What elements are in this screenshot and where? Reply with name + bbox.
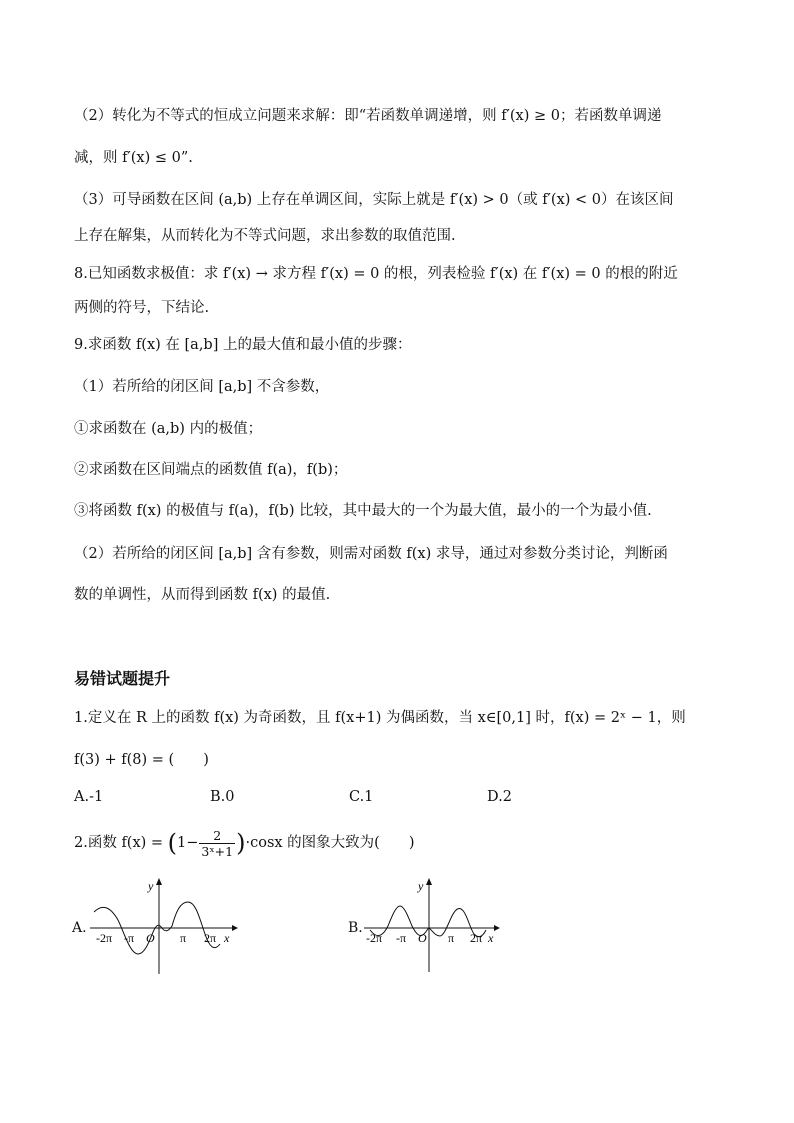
q2-one-minus: 1−: [177, 835, 199, 851]
text-line: （2）若所给的闭区间 [a,b] 含有参数，则需对函数 f(x) 求导，通过对参数分类讨论，判断函: [74, 546, 668, 562]
tick-label: O: [146, 931, 155, 945]
q2-suffix: ·cosx 的图象大致为( ): [245, 835, 415, 851]
curve: [370, 906, 486, 937]
question-1-text: f(3) + f(8) = ( ): [74, 752, 209, 768]
text-line: （3）可导函数在区间 (a,b) 上存在单调区间，实际上就是 f′(x) > 0（或 f′(x) < 0）在该区间: [74, 192, 674, 208]
fraction-numerator: 2: [199, 828, 235, 844]
x-axis-arrow: [232, 925, 238, 931]
tick-label: 2π: [470, 931, 483, 945]
text-line: ②求函数在区间端点的函数值 f(a)，f(b)；: [74, 462, 348, 478]
graph-b: [362, 876, 502, 976]
choice-c: C.1: [349, 789, 374, 805]
text-line: 减，则 f′(x) ≤ 0”.: [74, 150, 193, 166]
tick-label: -π: [124, 931, 135, 945]
tick-label: O: [418, 931, 427, 945]
tick-label: -2π: [96, 931, 113, 945]
text-line: 数的单调性，从而得到函数 f(x) 的最值.: [74, 587, 331, 603]
tick-label: 2π: [204, 931, 217, 945]
left-paren: (: [167, 829, 178, 857]
tick-label: π: [180, 931, 187, 945]
tick-label: -π: [396, 931, 407, 945]
graph-a-label: A.: [72, 920, 87, 936]
graph-a: [88, 876, 238, 976]
choice-a: A.-1: [74, 789, 104, 805]
right-paren: ): [236, 829, 246, 857]
x-axis-label: x: [224, 931, 230, 945]
fraction: [199, 828, 235, 859]
y-axis-label: y: [418, 879, 424, 893]
fraction-denominator: 3ˣ+1: [201, 843, 234, 859]
text-line: ③将函数 f(x) 的极值与 f(a)，f(b) 比较，其中最大的一个为最大值，最小的一个为最小值.: [74, 503, 652, 519]
choice-b: B.0: [210, 789, 235, 805]
y-axis-arrow: [426, 878, 432, 885]
graph-b-label: B.: [348, 920, 363, 936]
y-axis-label: y: [148, 879, 154, 893]
x-axis-label: x: [488, 931, 494, 945]
text-line: 两侧的符号，下结论.: [74, 300, 210, 316]
text-line: （2）转化为不等式的恒成立问题来求解：即“若函数单调递增，则 f′(x) ≥ 0；若函数单调递: [74, 108, 662, 124]
question-2-text: [74, 826, 724, 860]
y-axis-arrow: [156, 878, 162, 885]
text-line: 上存在解集，从而转化为不等式问题，求出参数的取值范围.: [74, 228, 456, 244]
q2-prefix: 2.函数 f(x) =: [74, 835, 168, 851]
choice-d: D.2: [487, 789, 512, 805]
section-title: 易错试题提升: [74, 669, 171, 688]
x-axis-arrow: [494, 925, 500, 931]
text-line: （1）若所给的闭区间 [a,b] 不含参数，: [74, 379, 330, 395]
text-line: ①求函数在 (a,b) 内的极值；: [74, 421, 263, 437]
tick-label: -2π: [366, 931, 383, 945]
question-1-text: 1.定义在 R 上的函数 f(x) 为奇函数，且 f(x+1) 为偶函数，当 x∈[0,1] 时，f(x) = 2ˣ − 1，则: [74, 710, 686, 726]
text-line: 8.已知函数求极值：求 f′(x) → 求方程 f′(x) = 0 的根，列表检验 f′(x) 在 f′(x) = 0 的根的附近: [74, 266, 678, 282]
tick-label: π: [448, 931, 455, 945]
text-line: 9.求函数 f(x) 在 [a,b] 上的最大值和最小值的步骤：: [74, 337, 412, 353]
